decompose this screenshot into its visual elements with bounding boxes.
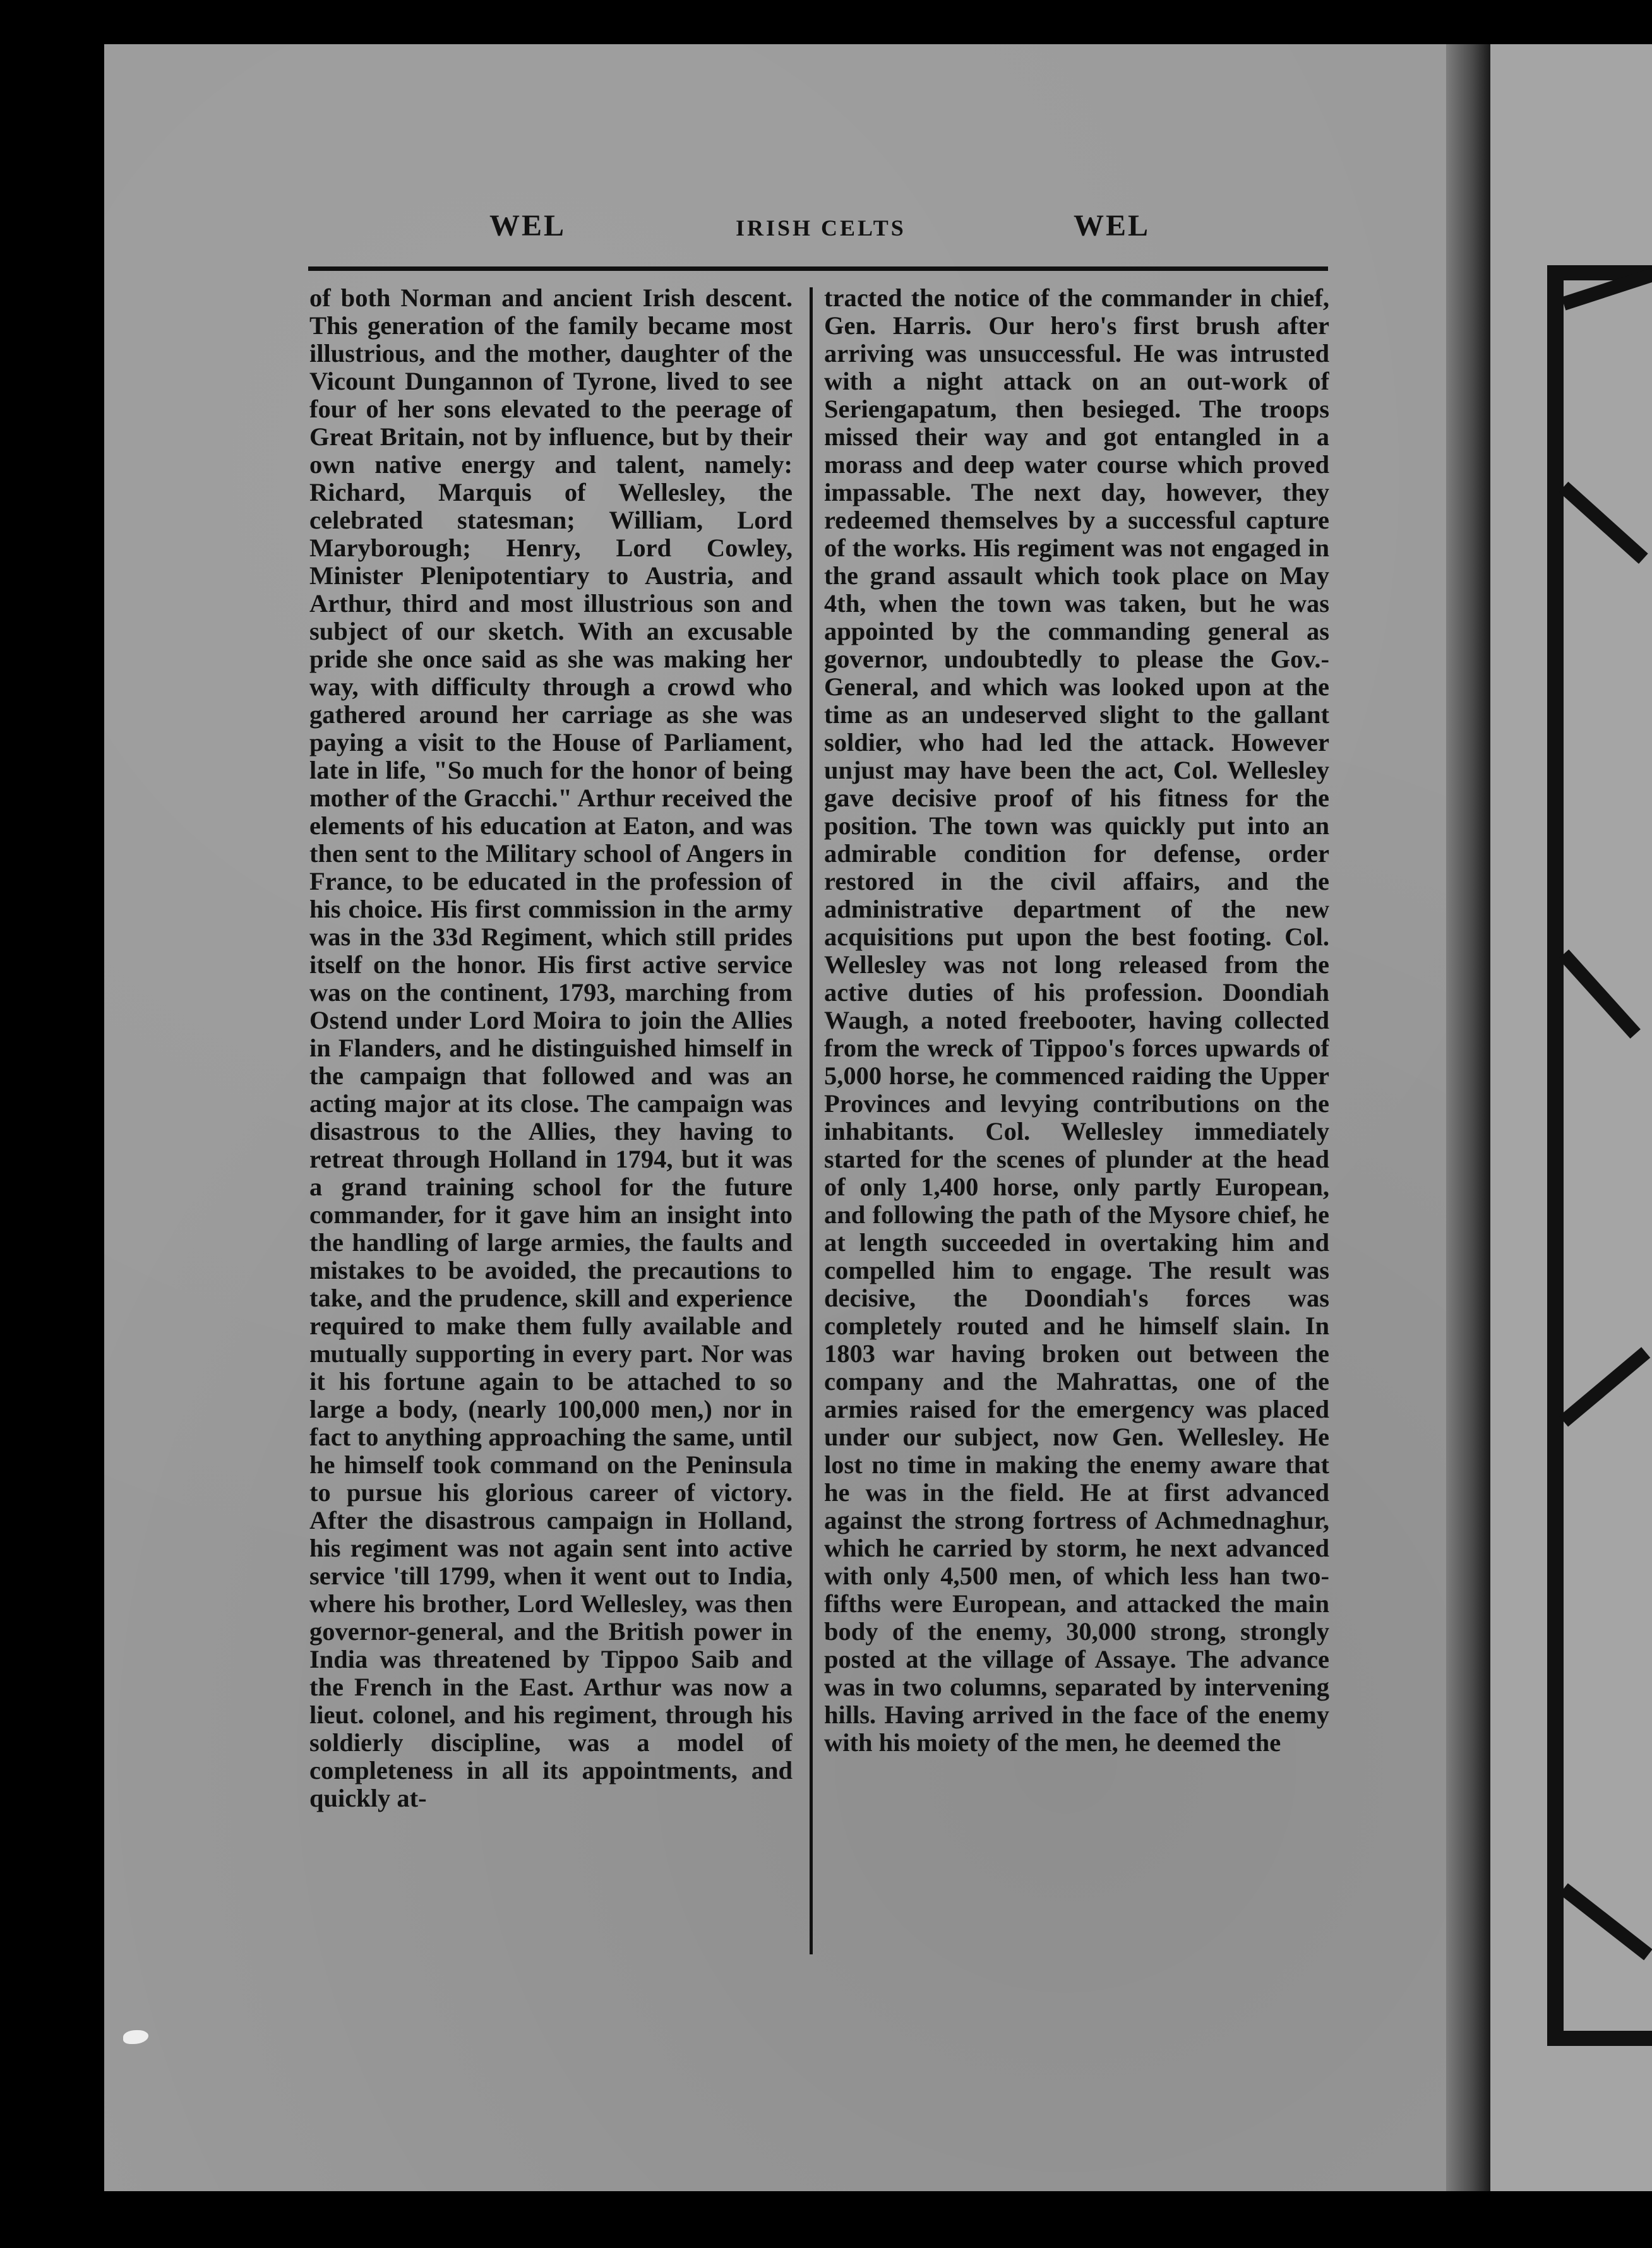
text-column-left <box>309 284 793 1951</box>
running-head-right: WEL <box>1074 209 1151 242</box>
adjacent-page-strip <box>1490 44 1652 2191</box>
column-divider <box>810 287 813 1954</box>
column-text: of both Norman and ancient Irish descent. This generation of the family became most illustrious, and the mother, daughter of the Vicount Dungannon of Tyrone, lived to see four of her sons elevated to the peerage of Great Britain, not by influence, but by their own native energy and talent, namely: Richard, Marquis of Wellesley, the celebrated statesman; William, Lord Maryborough; Henry, Lord Cowley, Minister Plenipotentiary to Austria, and Arthur, third and most illustrious son and subject of our sketch. With an excusable pride she once said as she was making her way, with difficulty through a crowd who gathered around her carriage as she was paying a visit to the House of Parliament, late in life, "So much for the honor of being mother of the Gracchi." Arthur received the elements of his education at Eaton, and was then sent to the Military school of Angers in France, to be educated in the profession of his choice. His first commission in the army was in the 33d Regiment, which still prides itself on the honor. His first active service was on the continent, 1793, marching from Ostend under Lord Moira to join the Allies in Flanders, and he distinguished himself in the campaign that followed and was an acting major at its close. The campaign was disastrous to the Allies, they having to retreat through Holland in 1794, but it was a grand training school for the future commander, for it gave him an insight into the handling of large armies, the faults and mistakes to be avoided, the precautions to take, and the prudence, skill and experience required to make them fully available and mutually supporting in every part. Nor was it his fortune again to be attached to so large a body, (nearly 100,000 men,) nor in fact to anything approaching the same, until he himself took command on the Peninsula to pursue his glorious career of victory. After the disastrous campaign in Holland, his regiment was not again sent into active service 'till 1799, when it went out to India, where his brother, Lord Wellesley, was then governor-general, and the British power in India was threatened by Tippoo Saib and the French in the East. Arthur was now a lieut. colonel, and his regiment, through his soldierly discipline, was a model of completeness in all its appointments, and quickly at- <box>309 284 793 1812</box>
header-rule <box>308 266 1328 271</box>
running-head-left: WEL <box>489 209 566 242</box>
adjacent-page-bracket-bar <box>1547 265 1564 2046</box>
running-head-title: IRISH CELTS <box>736 215 906 241</box>
adjacent-page-bracket-bottom-tick <box>1547 2031 1652 2046</box>
page-gutter-shadow <box>1446 44 1490 2191</box>
text-column-right <box>824 284 1329 1951</box>
column-text: tracted the notice of the commander in chief, Gen. Harris. Our hero's first brush after arriving was unsuccessful. He was intrusted with a night attack on an out-work of Seriengapatum, then besieged. The troops missed their way and got entangled in a morass and deep water course which proved impassable. The next day, however, they redeemed themselves by a successful capture of the works. His regiment was not engaged in the grand assault which took place on May 4th, when the town was taken, but he was appointed by the commanding general as governor, undoubtedly to please the Gov.-General, and which was looked upon at the time as an undeserved slight to the gallant soldier, who had led the attack. However unjust may have been the act, Col. Wellesley gave decisive proof of his fitness for the position. The town was quickly put into an admirable condition for defense, order restored in the civil affairs, and the administrative department of the new acquisitions put upon the best footing. Col. Wellesley was not long released from the active duties of his profession. Doondiah Waugh, a noted freebooter, having collected from the wreck of Tippoo's forces upwards of 5,000 horse, he commenced raiding the Upper Provinces and levying contributions on the inhabitants. Col. Wellesley immediately started for the scenes of plunder at the head of only 1,400 horse, only partly European, and following the path of the Mysore chief, he at length succeeded in overtaking him and compelled him to engage. The result was decisive, the Doondiah's forces was completely routed and he himself slain. In 1803 war having broken out between the company and the Mahrattas, one of the armies raised for the emergency was placed under our subject, now Gen. Wellesley. He lost no time in making the enemy aware that he was in the field. He at first advanced against the strong fortress of Achmednaghur, which he carried by storm, he next advanced with only 4,500 men, of which less han two-fifths were European, and attacked the main body of the enemy, 30,000 strong, strongly posted at the village of Assaye. The advance was in two columns, separated by intervening hills. Having arrived in the face of the enemy with his moiety of the men, he deemed the <box>824 284 1329 1757</box>
